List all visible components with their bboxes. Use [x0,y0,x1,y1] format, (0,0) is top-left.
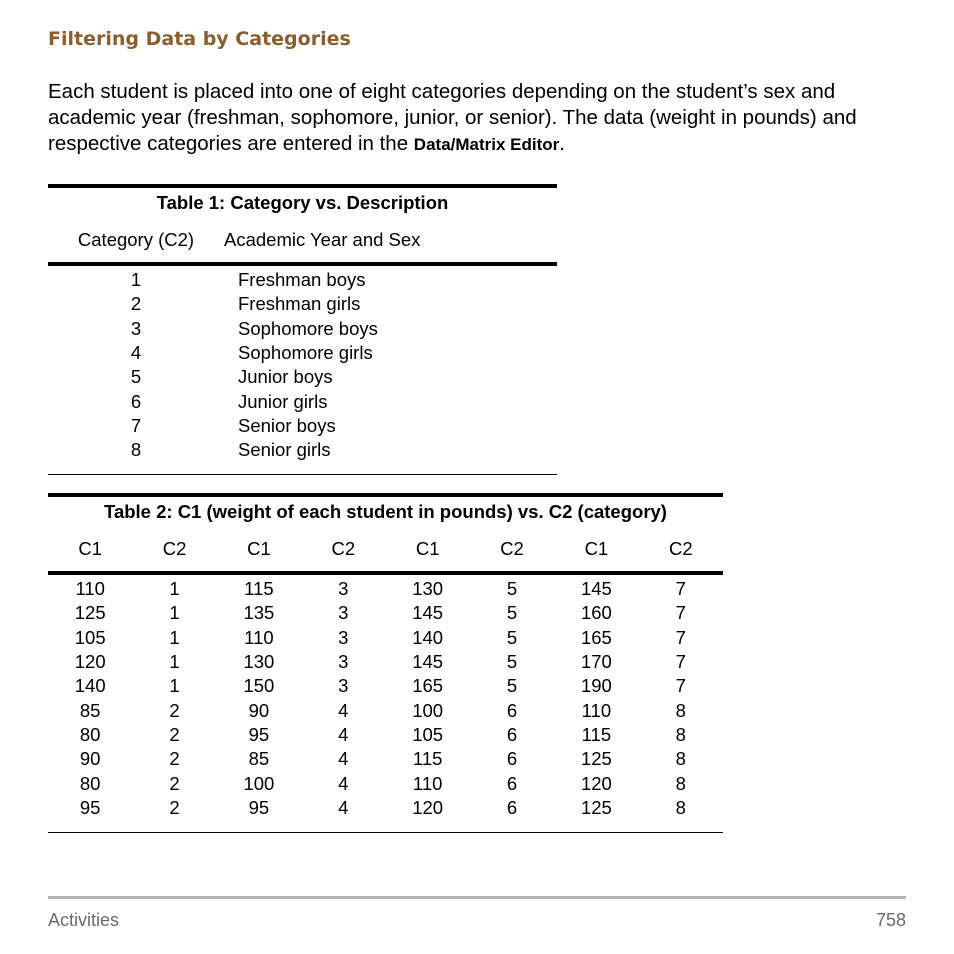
table-cell: 105 [412,723,444,745]
table-cell: 80 [79,723,101,745]
table-cell: 7 [130,414,142,436]
category-table-header-row [48,218,557,264]
table-cell: 8 [130,439,142,461]
table-cell: 3 [338,626,349,648]
table-cell: 2 [169,699,180,721]
table-row [48,292,557,316]
table-cell: 115 [412,748,443,770]
table-cell: 140 [74,675,106,697]
table-cell: 125 [74,602,106,624]
table-cell: 145 [580,578,612,600]
category-table-body [48,264,557,462]
table-cell: Sophomore boys [238,317,378,339]
table-cell: 110 [581,699,612,721]
table-cell: 4 [338,723,349,745]
table-cell: 95 [79,796,101,818]
table-cell: 5 [130,366,142,388]
category-column-header: Category (C2) [48,218,224,264]
table-row [48,389,557,413]
table-cell: 5 [506,675,518,697]
table-cell: 4 [338,748,349,770]
table-cell: Senior girls [238,439,331,461]
table-cell: 8 [675,723,686,745]
table-cell: 115 [244,578,274,600]
table-cell: 7 [675,675,686,697]
table-cell: 100 [412,699,444,721]
table-cell: 150 [243,675,275,697]
table-cell: 5 [506,578,518,600]
table-cell: 8 [675,772,686,794]
weight-table [48,493,723,833]
table-cell: 1 [169,675,180,697]
table-row [48,650,723,674]
category-table-end-cell [48,462,557,475]
table-cell: 90 [248,699,270,721]
table-cell: 110 [244,626,274,648]
table-row [48,796,723,820]
section-title: Filtering Data by Categories [48,28,351,50]
description-column-header: Academic Year and Sex [224,218,557,264]
table-cell: 7 [675,651,686,673]
table-cell: 90 [79,748,101,770]
table-cell: 4 [338,699,349,721]
table-cell: 115 [581,723,612,745]
table-cell: 2 [130,293,142,315]
table-cell: 2 [169,772,180,794]
weight-table-end-cell [48,820,723,833]
ui-term: Data/Matrix Editor [413,135,560,154]
table-row [48,747,723,771]
table-cell: 6 [506,723,518,745]
weight-table-body [48,573,723,820]
table-row [48,723,723,747]
table-cell: 1 [130,269,142,291]
table-cell: 125 [580,796,612,818]
intro-text: Each student is placed into one of eight categories depending on the student’s sex and academic year (freshman, sophomore, junior, or senior). The data (weight in pounds) and respective categories are entered in the [48,80,857,155]
table-cell: 3 [338,602,349,624]
table-row [48,698,723,722]
table-cell: 6 [506,772,518,794]
intro-paragraph [48,79,918,158]
table-cell: 7 [675,602,686,624]
table-cell: 2 [169,796,180,818]
table-cell: 110 [412,772,443,794]
table-row [48,674,723,698]
table-cell: 130 [412,578,444,600]
weight-column-header: C1 [48,527,132,573]
table-row [48,626,723,650]
table-cell: 95 [248,796,270,818]
weight-table-header-row [48,527,723,573]
table-row [48,573,723,601]
table-cell: 125 [580,748,612,770]
table-row [48,771,723,795]
table-cell: 120 [580,772,612,794]
table-cell: 1 [169,578,180,600]
weight-table-caption: Table 2: C1 (weight of each student in pounds) vs. C2 (category) [48,493,723,527]
table-cell: 7 [675,626,686,648]
table-cell: 2 [169,723,180,745]
table-row [48,264,557,292]
table-cell: 140 [412,626,444,648]
table-cell: 5 [506,651,518,673]
category-column-header: C2 [132,527,216,573]
table-cell: Junior girls [238,390,328,412]
table-cell: 135 [243,602,275,624]
table-cell: 95 [248,723,270,745]
table-cell: 190 [580,675,612,697]
table-cell: 4 [338,796,349,818]
table-cell: 8 [675,699,686,721]
table-row [48,438,557,462]
category-column-header: C2 [639,527,723,573]
table-cell: 130 [243,651,275,673]
table-cell: 120 [412,796,444,818]
table-cell: 145 [412,602,444,624]
table-cell: Freshman boys [238,269,366,291]
table-row [48,601,723,625]
table-cell: 1 [169,626,180,648]
category-table-caption: Table 1: Category vs. Description [48,184,557,218]
weight-table-end [48,820,723,833]
table-cell: 85 [248,748,270,770]
weight-column-header: C1 [217,527,301,573]
table-cell: 100 [243,772,275,794]
table-cell: 3 [130,317,142,339]
table-cell: 6 [130,390,142,412]
table-cell: Senior boys [238,414,336,436]
table-cell: 3 [338,578,349,600]
table-cell: 165 [412,675,444,697]
table-cell: 6 [506,748,518,770]
table-cell: 120 [74,651,106,673]
table-cell: 110 [75,578,105,600]
weight-column-header: C1 [385,527,469,573]
table-cell: 145 [412,651,444,673]
table-cell: 170 [580,651,612,673]
page-number: 758 [875,910,906,930]
table-cell: 5 [506,602,518,624]
table-cell: 7 [675,578,686,600]
table-cell: 5 [506,626,518,648]
category-column-header: C2 [470,527,554,573]
footer-section-name: Activities [48,910,120,930]
table-cell: 4 [338,772,349,794]
table-cell: Freshman girls [238,293,361,315]
table-cell: 2 [169,748,180,770]
table-cell: Sophomore girls [238,342,373,364]
table-row [48,341,557,365]
table-cell: 6 [506,796,518,818]
table-cell: 1 [169,651,180,673]
table-row [48,414,557,438]
table-cell: 80 [79,772,101,794]
category-table-end [48,462,557,475]
category-column-header: C2 [301,527,385,573]
table-cell: 3 [338,675,349,697]
table-cell: 160 [580,602,612,624]
table-cell: 6 [506,699,518,721]
table-row [48,317,557,341]
table-cell: 8 [675,748,686,770]
table-cell: 105 [74,626,106,648]
table-row [48,365,557,389]
table-cell: Junior boys [238,366,333,388]
table-cell: 8 [675,796,686,818]
table-cell: 165 [580,626,612,648]
category-table [48,184,557,475]
table-cell: 85 [79,699,101,721]
intro-end: . [559,132,565,155]
weight-column-header: C1 [554,527,638,573]
table-cell: 3 [338,651,349,673]
table-cell: 4 [130,342,142,364]
table-cell: 1 [169,602,180,624]
footer-divider [48,896,906,899]
